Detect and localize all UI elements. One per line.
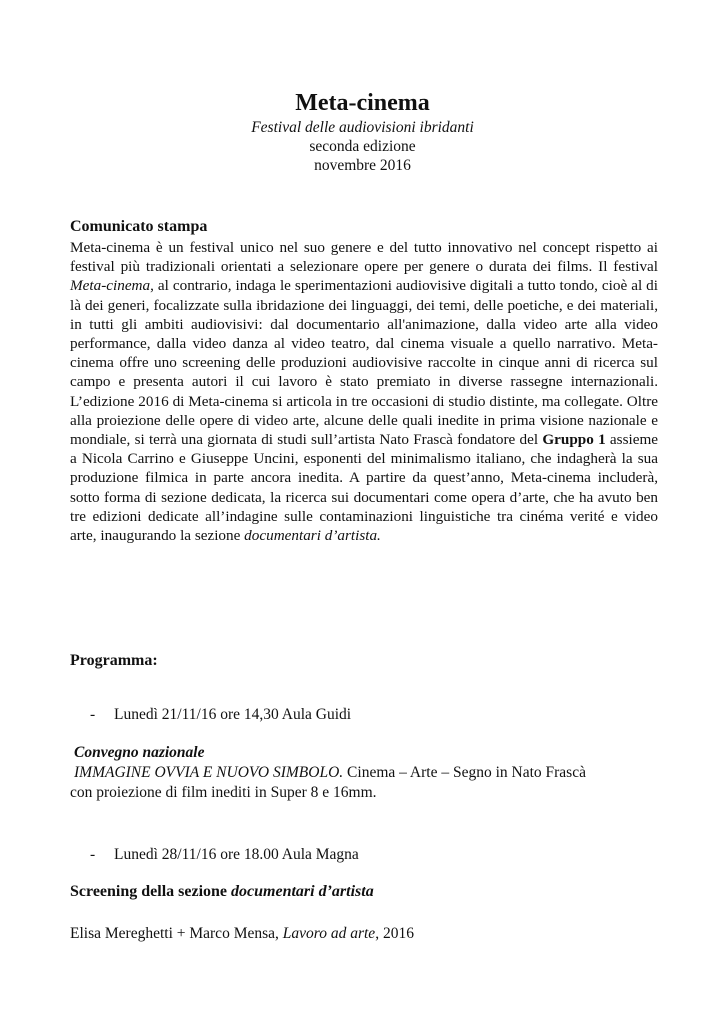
press-text-part3: assieme a Nicola Carrino e Giuseppe Uncini, esponenti del minimalismo italiano, che indagherà la sua produzione filmica in parte ancora inedita. A partire da quest’anno, Meta-cinema includerà, sotto forma di sezione dedicata, la ricerca sui documentari come opera d’arte, che ha avuto ben tre edizioni dedicate all’indagine sulle contaminazioni linguistiche tra cinéma verité e video arte, inaugurando la sezione <box>70 431 658 545</box>
document-header <box>0 88 725 175</box>
convegno-subtitle-em: IMMAGINE OVVIA E NUOVO SIMBOLO. <box>74 764 344 781</box>
press-text-bold: Gruppo 1 <box>542 431 606 449</box>
screening-em: documentari d’artista <box>231 883 374 900</box>
program-item-2 <box>90 846 359 864</box>
program-heading: Programma: <box>70 652 158 669</box>
convegno-block <box>70 743 670 803</box>
press-release-body <box>70 238 658 545</box>
convegno-line2: con proiezione di film inediti in Super 8 e 16mm. <box>70 784 377 801</box>
press-text-em2: documentari d’artista. <box>244 527 381 545</box>
convegno-title: Convegno nazionale <box>74 744 205 761</box>
bullet-dash: - <box>90 846 96 863</box>
screening-heading <box>70 883 374 901</box>
press-text-part1: Meta-cinema è un festival unico nel suo genere e del tutto innovativo nel concept rispetto ai festival più tradizionali orientati a selezionare opere per genere o durata dei films. Il festival <box>70 239 658 276</box>
program-item-2-text: Lunedì 28/11/16 ore 18.00 Aula Magna <box>114 846 359 863</box>
press-text-part2: , al contrario, indaga le sperimentazioni audiovisive digitali a tutto tondo, cioè al di là dei generi, focalizzate sulla ibridazione dei linguaggi, dei temi, delle poetiche, e dei materiali, in tutti gli ambiti audiovisivi: dal documentario all'animazione, dalla video arte alla video performance, dalla video danza al video teatro, dal cinema visuale a quello narrativo. Meta-cinema offre uno screening delle produzioni audiovisive raccolte in cinque anni di ricerca sul campo e presenta autori il cui lavoro è stato premiato in diverse rassegne internazionali. L’edizione 2016 di Meta-cinema si articola in tre occasioni di studio distinte, ma collegate. Oltre alla proiezione delle opere di video arte, alcune delle quali inedite in prima visione nazionale e mondiale, si terrà una giornata di studi sull’artista Nato Frascà fondatore del <box>70 277 658 449</box>
screening-prefix: Screening della sezione <box>70 883 232 900</box>
program-item-1 <box>90 706 351 724</box>
bullet-dash: - <box>90 706 96 723</box>
press-text-em1: Meta-cinema <box>70 277 151 295</box>
credit-work-title: Lavoro ad arte <box>282 925 376 942</box>
press-release-heading: Comunicato stampa <box>70 218 208 235</box>
screening-credit <box>70 925 414 943</box>
festival-subtitle: Festival delle audiovisioni ibridanti <box>251 119 474 136</box>
convegno-subtitle-rest: Cinema – Arte – Segno in Nato Frascà <box>343 764 586 781</box>
page-title: Meta-cinema <box>295 90 430 116</box>
edition-label: seconda edizione <box>309 138 416 155</box>
credit-suffix: , 2016 <box>375 925 414 942</box>
convegno-subtitle <box>70 763 670 783</box>
edition-date: novembre 2016 <box>314 157 411 174</box>
credit-prefix: Elisa Mereghetti + Marco Mensa, <box>70 925 283 942</box>
program-item-1-text: Lunedì 21/11/16 ore 14,30 Aula Guidi <box>114 706 352 723</box>
